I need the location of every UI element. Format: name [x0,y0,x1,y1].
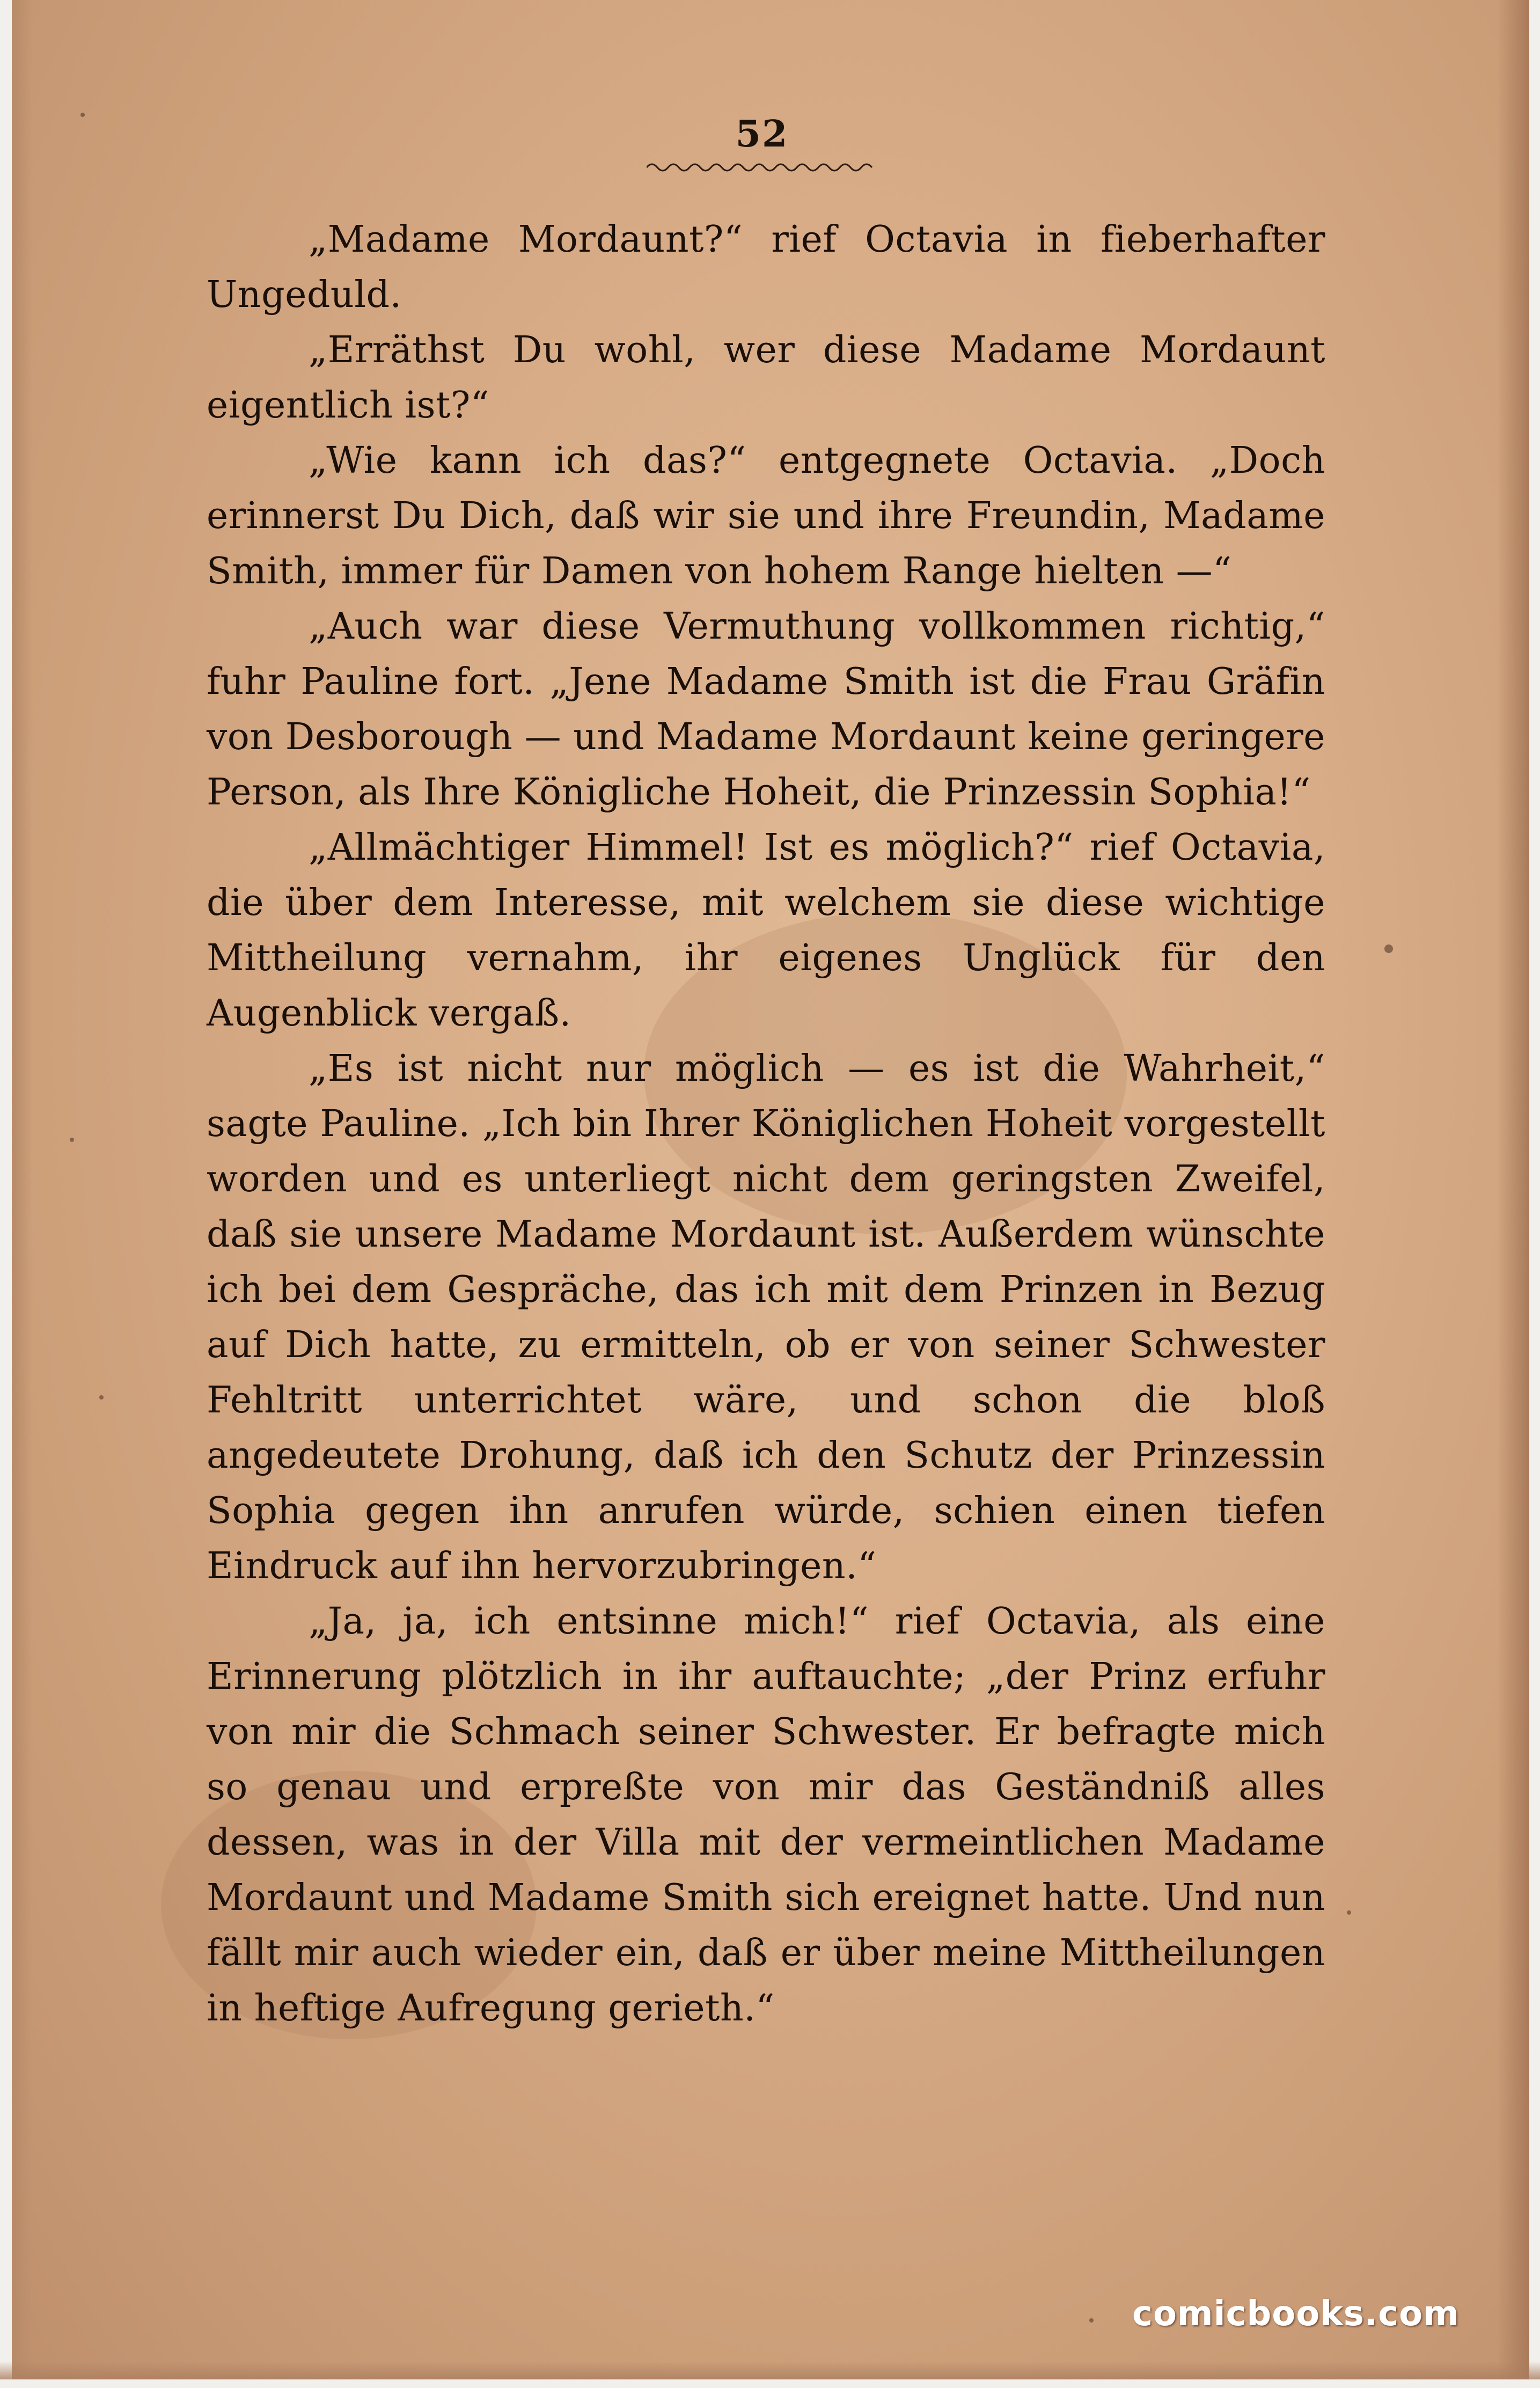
page-edge-bottom [0,2361,1540,2388]
decorative-wavy-rule [647,157,877,173]
paragraph: „Allmächtiger Himmel! Ist es möglich?“ rief Octavia, die über dem Interesse, mit welchem sie diese wichtige Mittheilung vernahm, ihr eigenes Unglück für den Augenblick vergaß. [207,826,1325,1035]
page-edge-right [1497,0,1540,2388]
paragraph: „Madame Mordaunt?“ rief Octavia in fieberhafter Ungeduld. [207,218,1325,316]
page-number: 52 [735,113,789,156]
paragraph: „Wie kann ich das?“ entgegnete Octavia. „Doch erinnerst Du Dich, daß wir sie und ihre Freundin, Madame Smith, immer für Damen von hohem Range hielten —“ [207,439,1325,592]
body-text [207,212,1325,2036]
paragraph: „Auch war diese Vermuthung vollkommen richtig,“ fuhr Pauline fort. „Jene Madame Smith ist die Frau Gräfin von Desborough — und Madame Mordaunt keine geringere Person, als Ihre Königliche Hoheit, die Prinzessin Sophia!“ [207,605,1325,814]
paragraph: „Erräthst Du wohl, wer diese Madame Mordaunt eigentlich ist?“ [207,329,1325,427]
paragraph: „Ja, ja, ich entsinne mich!“ rief Octavia, als eine Erinnerung plötzlich in ihr auftauchte; „der Prinz erfuhr von mir die Schmach seiner Schwester. Er befragte mich so genau und erpreßte von mir das Geständniß alles dessen, was in der Villa mit der vermeintlichen Madame Mordaunt und Madame Smith sich ereignet hatte. Und nun fällt mir auch wieder ein, daß er über meine Mittheilungen in heftige Aufregung gerieth.“ [207,1600,1325,2030]
page-edge-left [0,0,32,2388]
watermark-logo-text: comicbooks.com [1132,2294,1460,2334]
paragraph: „Es ist nicht nur möglich — es ist die Wahrheit,“ sagte Pauline. „Ich bin Ihrer Königlichen Hoheit vorgestellt worden und es unterliegt nicht dem geringsten Zweifel, daß sie unsere Madame Mordaunt ist. Außerdem wünschte ich bei dem Gespräche, das ich mit dem Prinzen in Bezug auf Dich hatte, zu ermitteln, ob er von seiner Schwester Fehltritt unterrichtet wäre, und schon die bloß angedeutete Drohung, daß ich den Schutz der Prinzessin Sophia gegen ihn anrufen würde, schien einen tiefen Eindruck auf ihn hervorzubringen.“ [207,1048,1325,1587]
